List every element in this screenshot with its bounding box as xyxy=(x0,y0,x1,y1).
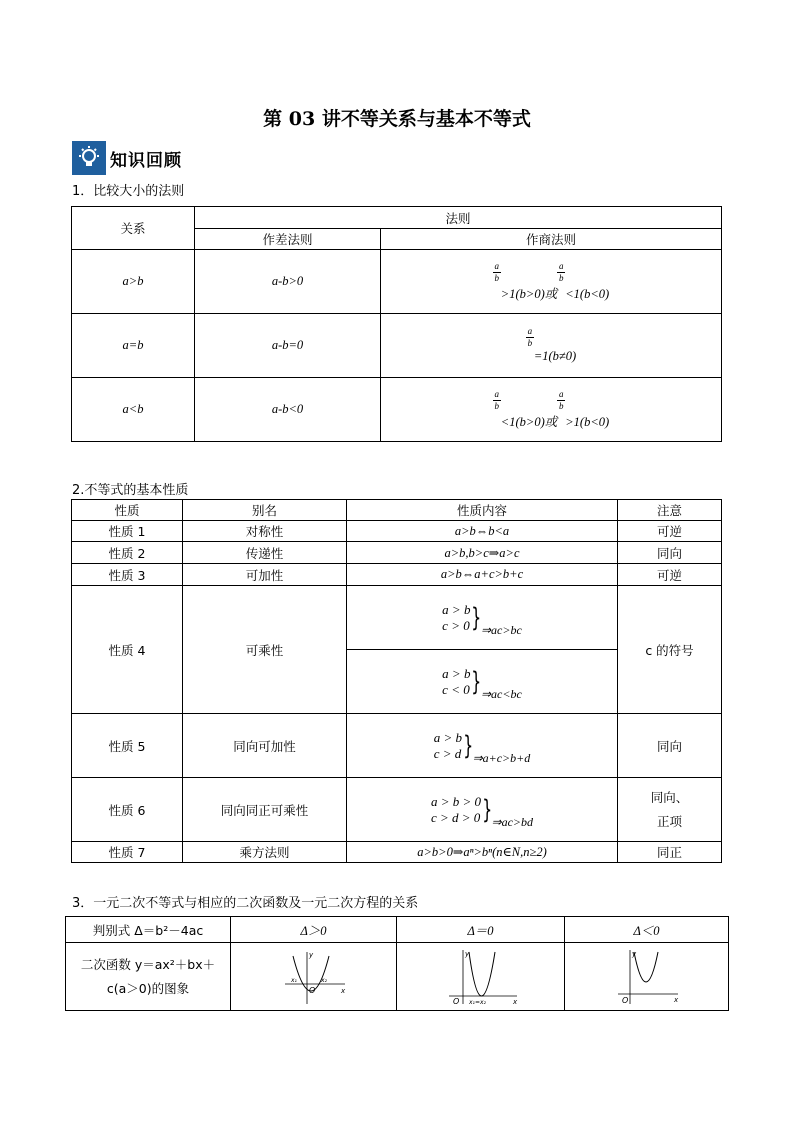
quadratic-relation-table xyxy=(65,916,729,1011)
prop-cell: 性质 3 xyxy=(72,564,183,586)
note-cell: 同向 xyxy=(618,542,722,564)
table-row xyxy=(72,378,722,442)
svg-text:x₁: x₁ xyxy=(290,976,297,984)
alias-cell: 同向可加性 xyxy=(183,714,347,778)
diff-cell: a-b>0 xyxy=(195,250,381,314)
content-cell: a>b⇔a+c>b+c xyxy=(347,564,618,586)
alias-cell: 同向同正可乘性 xyxy=(183,778,347,842)
prop-cell: 性质 5 xyxy=(72,714,183,778)
header-quot: 作商法则 xyxy=(381,229,722,250)
content-cell xyxy=(347,650,618,714)
note-cell: 同正 xyxy=(618,842,722,863)
section1-heading: 1．比较大小的法则 xyxy=(72,184,185,199)
alias-cell: 可乘性 xyxy=(183,586,347,714)
header-alias: 别名 xyxy=(183,500,347,521)
alias-cell: 对称性 xyxy=(183,521,347,542)
header-disc: 判别式 Δ＝b²－4ac xyxy=(66,917,231,943)
table-row xyxy=(72,314,722,378)
svg-text:x₁=x₂: x₁=x₂ xyxy=(468,998,486,1006)
header-prop: 性质 xyxy=(72,500,183,521)
svg-text:O: O xyxy=(621,995,628,1005)
prop-cell: 性质 2 xyxy=(72,542,183,564)
condition-system: a > b c > 0 } ⇒ac>bc xyxy=(442,601,522,637)
header-note: 注意 xyxy=(618,500,722,521)
header-lt: Δ＜0 xyxy=(565,917,729,943)
fraction: $\frac{a}{b}$ xyxy=(559,388,564,411)
graph-no-root xyxy=(565,943,729,1011)
header-gt: Δ＞0 xyxy=(231,917,397,943)
header-rule: 法则 xyxy=(195,207,722,229)
table-row xyxy=(72,586,722,650)
note-cell: 同向 xyxy=(618,714,722,778)
condition-system: a > b c < 0 } ⇒ac<bc xyxy=(442,665,522,701)
compare-rules-table xyxy=(71,206,722,442)
lightbulb-icon xyxy=(72,141,106,175)
content-cell xyxy=(347,714,618,778)
header-diff: 作差法则 xyxy=(195,229,381,250)
note-cell: 同向、 正项 xyxy=(618,778,722,842)
relation-cell: a=b xyxy=(72,314,195,378)
alias-cell: 乘方法则 xyxy=(183,842,347,863)
header-content: 性质内容 xyxy=(347,500,618,521)
fraction: $\frac{a}{b}$ xyxy=(494,260,500,283)
relation-cell: a>b xyxy=(72,250,195,314)
prop-cell: 性质 1 xyxy=(72,521,183,542)
header-eq: Δ＝0 xyxy=(397,917,565,943)
svg-text:x: x xyxy=(673,995,678,1004)
svg-text:y: y xyxy=(631,949,636,958)
banner-label: 知识回顾 xyxy=(110,150,182,171)
note-cell: 可逆 xyxy=(618,521,722,542)
content-cell: a>b⇔b<a xyxy=(347,521,618,542)
table-row xyxy=(72,564,722,586)
header-relation: 关系 xyxy=(72,207,195,250)
diff-cell: a-b<0 xyxy=(195,378,381,442)
content-cell: a>b>0⇒aⁿ>bⁿ(n∈N,n≥2) xyxy=(347,842,618,863)
inequality-properties-table xyxy=(71,499,722,863)
graph-one-root xyxy=(397,943,565,1011)
table-row xyxy=(66,943,729,1011)
svg-text:x: x xyxy=(340,986,345,995)
svg-text:x: x xyxy=(512,997,517,1006)
diff-cell: a-b=0 xyxy=(195,314,381,378)
fraction: $\frac{a}{b}$ xyxy=(559,260,564,283)
svg-text:O: O xyxy=(308,985,315,995)
relation-cell: a<b xyxy=(72,378,195,442)
svg-text:y: y xyxy=(464,949,469,958)
graph-row-label: 二次函数 y＝ax²＋bx＋ c(a＞0)的图象 xyxy=(66,943,231,1011)
content-cell xyxy=(347,778,618,842)
content-cell xyxy=(347,586,618,650)
note-cell: 可逆 xyxy=(618,564,722,586)
page-title: 第 03 讲不等关系与基本不等式 xyxy=(263,108,531,130)
section3-heading: 3．一元二次不等式与相应的二次函数及一元二次方程的关系 xyxy=(72,896,419,911)
condition-system: a > b > 0 c > d > 0 } ⇒ac>bd xyxy=(430,793,534,829)
quot-cell: $\frac{a}{b}$ =1(b≠0) xyxy=(381,314,722,378)
alias-cell: 可加性 xyxy=(183,564,347,586)
prop-cell: 性质 6 xyxy=(72,778,183,842)
table-row xyxy=(72,714,722,778)
svg-text:x₂: x₂ xyxy=(320,976,327,984)
prop-cell: 性质 4 xyxy=(72,586,183,714)
prop-cell: 性质 7 xyxy=(72,842,183,863)
fraction: $\frac{a}{b}$ xyxy=(494,388,500,411)
content-cell: a>b,b>c⇒a>c xyxy=(347,542,618,564)
table-row xyxy=(72,842,722,863)
table-row xyxy=(72,250,722,314)
section2-heading: 2.不等式的基本性质 xyxy=(72,483,189,498)
condition-system: a > b c > d } ⇒a+c>b+d xyxy=(433,729,531,765)
quot-cell: $\frac{a}{b}$ >1(b>0)或 $\frac{a}{b}$ <1(b<0) xyxy=(381,250,722,314)
table-row xyxy=(72,521,722,542)
alias-cell: 传递性 xyxy=(183,542,347,564)
table-row xyxy=(72,778,722,842)
knowledge-review-banner xyxy=(72,141,182,175)
quot-cell: $\frac{a}{b}$ <1(b>0)或 $\frac{a}{b}$ >1(b<0) xyxy=(381,378,722,442)
svg-text:O: O xyxy=(452,996,459,1006)
fraction: $\frac{a}{b}$ xyxy=(527,326,533,348)
table-row xyxy=(72,542,722,564)
note-cell: c 的符号 xyxy=(618,586,722,714)
graph-two-roots xyxy=(231,943,397,1011)
svg-text:y: y xyxy=(308,950,313,959)
